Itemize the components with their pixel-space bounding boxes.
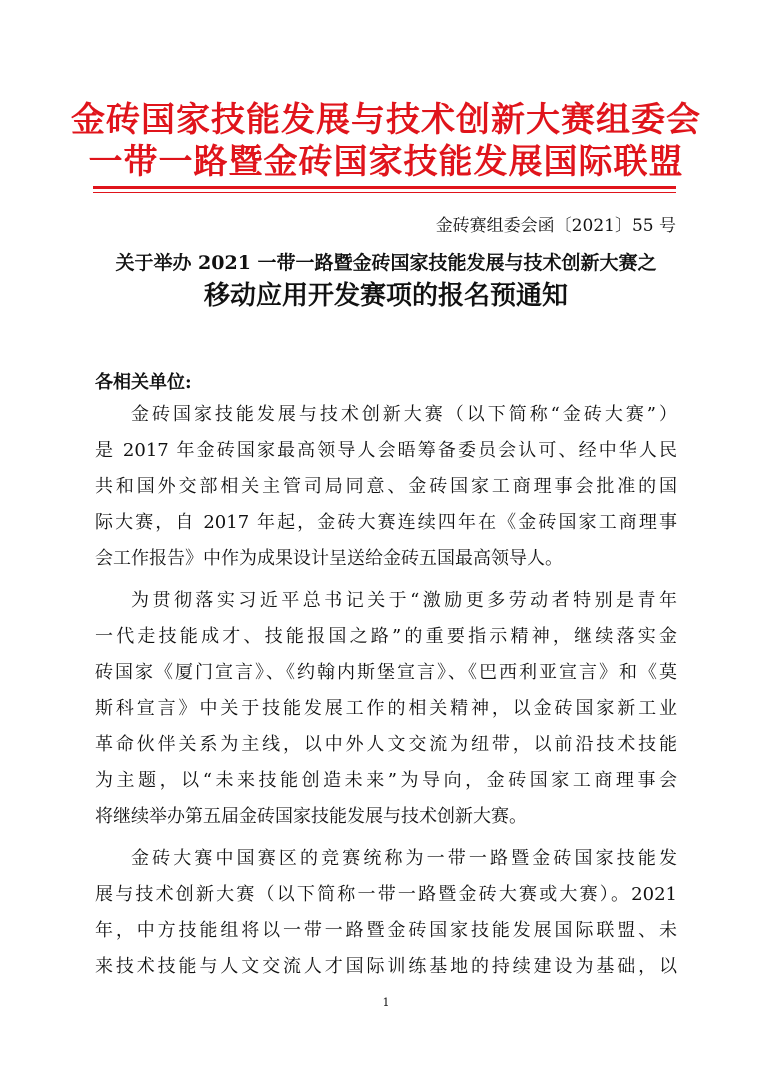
body-line: 为主题，以“未来技能创造未来”为导向，金砖国家工商理事会: [95, 770, 677, 791]
body-line: 是 2017 年金砖国家最高领导人会晤筹备委员会认可、经中华人民: [95, 440, 677, 461]
body-line: 展与技术创新大赛（以下简称一带一路暨金砖大赛或大赛）。2021: [95, 884, 677, 905]
document-number: 金砖赛组委会函〔2021〕55 号: [435, 216, 676, 236]
body-line: 会工作报告》中作为成果设计呈送给金砖五国最高领导人。: [95, 548, 563, 569]
body-line: 将继续举办第五届金砖国家技能发展与技术创新大赛。: [95, 806, 527, 827]
body-line: 砖国家《厦门宣言》、《约翰内斯堡宣言》、《巴西利亚宣言》和《莫: [95, 662, 677, 683]
subject-line2: 移动应用开发赛项的报名预通知: [203, 281, 568, 311]
body-line: 为贯彻落实习近平总书记关于“激励更多劳动者特别是青年: [131, 590, 677, 611]
salutation: 各相关单位:: [95, 372, 192, 393]
body-line: 革命伙伴关系为主线，以中外人文交流为纽带，以前沿技术技能: [95, 734, 677, 755]
body-line: 金砖大赛中国赛区的竞赛统称为一带一路暨金砖国家技能发: [131, 848, 677, 869]
body-line: 共和国外交部相关主管司局同意、金砖国家工商理事会批准的国: [95, 476, 677, 497]
body-line: 斯科宣言》中关于技能发展工作的相关精神，以金砖国家新工业: [95, 698, 677, 719]
header-title-line2: 一带一路暨金砖国家技能发展国际联盟: [88, 142, 684, 182]
page-number: 1: [382, 996, 390, 1009]
body-line: 一代走技能成才、技能报国之路”的重要指示精神，继续落实金: [95, 626, 677, 647]
header-title-line1: 金砖国家技能发展与技术创新大赛组委会: [71, 100, 701, 140]
header-rule-thin: [93, 192, 676, 193]
header-rule-thick: [93, 186, 676, 189]
body-line: 金砖国家技能发展与技术创新大赛（以下简称“金砖大赛”）: [131, 404, 677, 425]
subject-line1: 关于举办 2021 一带一路暨金砖国家技能发展与技术创新大赛之: [115, 252, 657, 274]
body-line: 来技术技能与人文交流人才国际训练基地的持续建设为基础，以: [95, 956, 677, 977]
body-line: 年，中方技能组将以一带一路暨金砖国家技能发展国际联盟、未: [95, 920, 677, 941]
body-line: 际大赛，自 2017 年起，金砖大赛连续四年在《金砖国家工商理事: [95, 512, 677, 533]
